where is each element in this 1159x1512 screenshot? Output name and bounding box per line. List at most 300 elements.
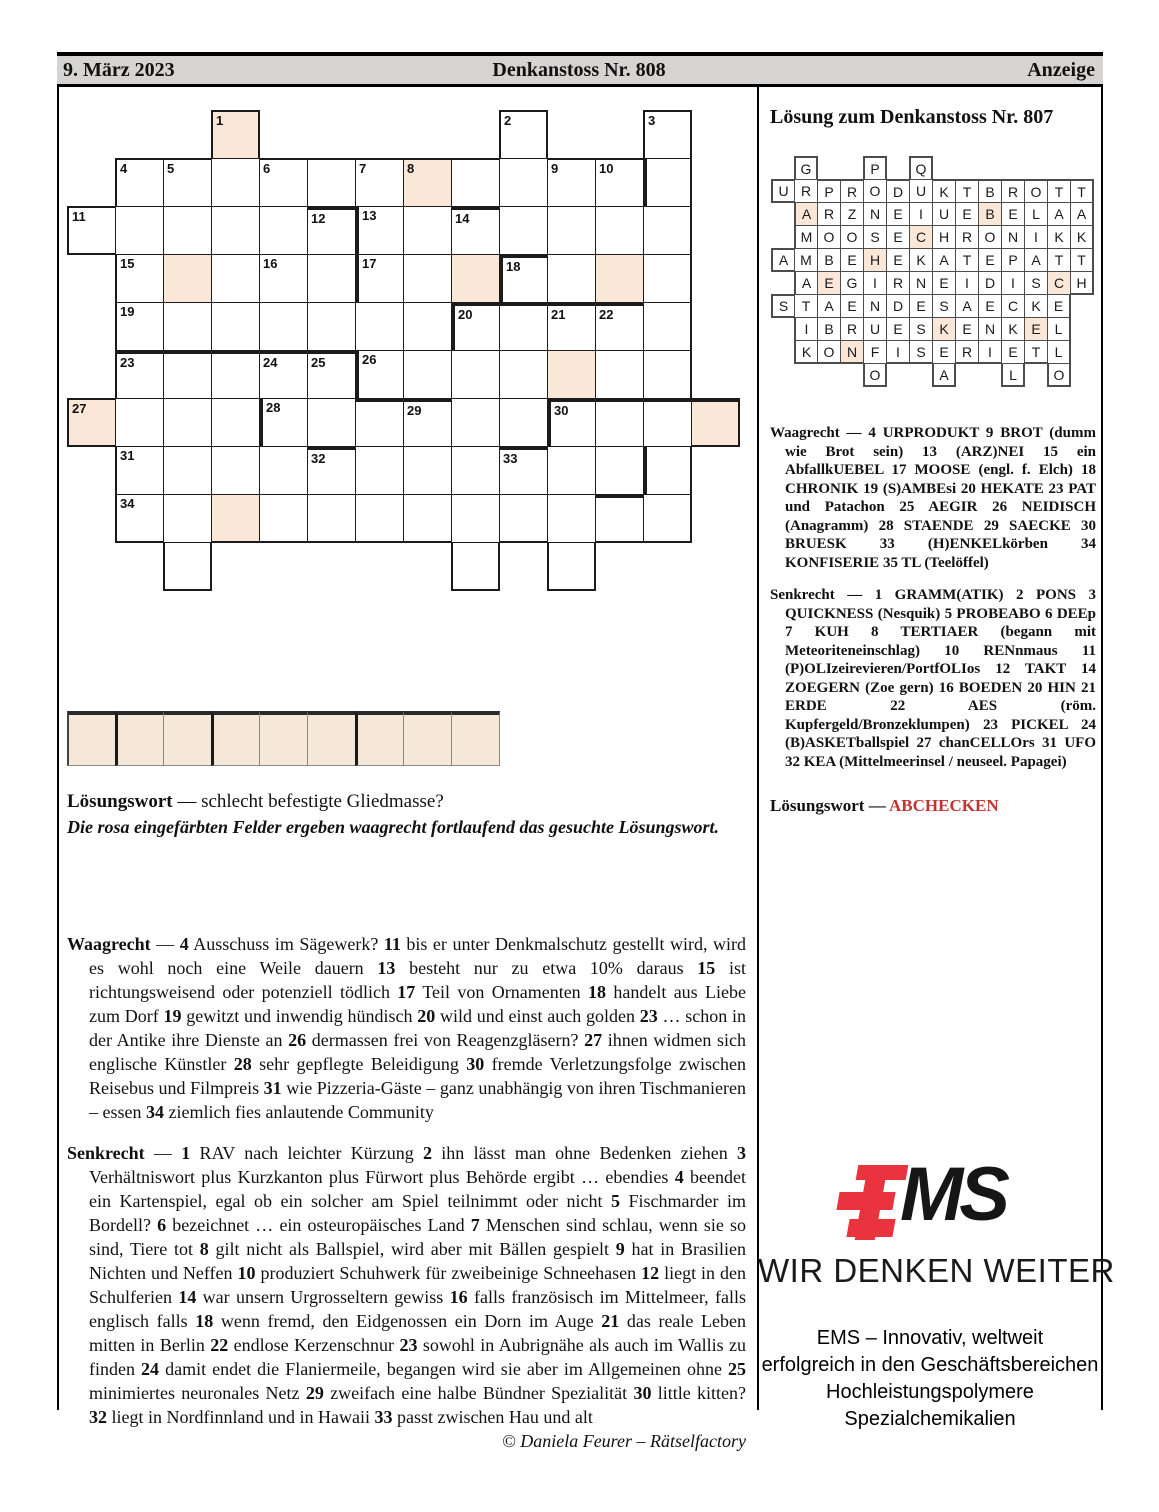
puzzle-cell[interactable] bbox=[211, 110, 260, 159]
puzzle-cell[interactable] bbox=[115, 350, 164, 399]
answer-box[interactable] bbox=[259, 711, 308, 766]
puzzle-cell[interactable] bbox=[403, 254, 452, 303]
text-segment: 28 bbox=[878, 517, 894, 534]
solution-cell: E bbox=[886, 248, 910, 272]
puzzle-cell[interactable] bbox=[355, 446, 404, 495]
puzzle-cell[interactable] bbox=[307, 158, 356, 207]
solution-cell: S bbox=[1024, 271, 1048, 295]
puzzle-cell[interactable] bbox=[643, 446, 692, 495]
answer-boxes-row bbox=[67, 711, 501, 766]
text-segment: beendet ein Kartenspiel, egal ob ein solcher am Spiel teilnimmt oder nicht bbox=[89, 1167, 746, 1211]
text-segment: 28 bbox=[233, 1054, 252, 1074]
puzzle-cell[interactable] bbox=[307, 206, 356, 255]
puzzle-cell[interactable] bbox=[259, 350, 308, 399]
puzzle-cell[interactable] bbox=[547, 302, 596, 351]
text-segment: BOEDEN bbox=[953, 679, 1028, 696]
text-segment: Senkrecht bbox=[67, 1143, 145, 1163]
text-segment: — bbox=[839, 425, 869, 441]
puzzle-cell[interactable] bbox=[499, 158, 548, 207]
puzzle-cell[interactable] bbox=[355, 254, 404, 303]
clue-number: 14 bbox=[455, 211, 470, 226]
puzzle-cell[interactable] bbox=[115, 398, 164, 447]
solution-cell: I bbox=[955, 271, 979, 295]
puzzle-cell[interactable] bbox=[307, 350, 356, 399]
text-segment: 16 bbox=[449, 1287, 468, 1307]
solution-cell: O bbox=[840, 225, 864, 249]
text-segment: © Daniela Feurer – Rätselfactory bbox=[502, 1431, 746, 1451]
puzzle-cell[interactable] bbox=[211, 158, 260, 207]
puzzle-cell[interactable] bbox=[499, 350, 548, 399]
text-segment: 30 bbox=[633, 1383, 652, 1403]
ems-slogan: WIR DENKEN WEITER bbox=[758, 1252, 1115, 1289]
text-segment: (H)ENKELkörben bbox=[894, 536, 1082, 552]
solution-cell: I bbox=[1001, 271, 1025, 295]
ems-ms-text: MS bbox=[900, 1152, 1006, 1237]
text-segment: 20 bbox=[960, 480, 976, 497]
puzzle-cell[interactable] bbox=[163, 542, 212, 591]
puzzle-cell[interactable] bbox=[451, 254, 500, 303]
text-segment: NEIDISCH (Anagramm) bbox=[785, 499, 1096, 534]
solution-cell: G bbox=[840, 271, 864, 295]
solution-word-line bbox=[770, 797, 1096, 816]
answer-box[interactable] bbox=[211, 711, 260, 766]
senkrecht-clues bbox=[67, 1141, 747, 1451]
puzzle-cell[interactable] bbox=[451, 158, 500, 207]
puzzle-cell[interactable] bbox=[547, 206, 596, 255]
solution-cell: E bbox=[932, 271, 956, 295]
text-segment: 26 bbox=[288, 1030, 307, 1050]
text-segment: 15 bbox=[1043, 443, 1058, 460]
solution-cell: E bbox=[1001, 202, 1025, 226]
puzzle-cell[interactable] bbox=[403, 350, 452, 399]
puzzle-grid bbox=[67, 110, 741, 592]
puzzle-cell[interactable] bbox=[547, 494, 596, 543]
puzzle-cell[interactable] bbox=[163, 446, 212, 495]
clue-number: 31 bbox=[120, 448, 135, 463]
puzzle-cell[interactable] bbox=[211, 254, 260, 303]
text-segment: 5 bbox=[944, 605, 953, 622]
clue-number: 28 bbox=[266, 400, 281, 415]
solution-cell: K bbox=[1070, 225, 1094, 249]
text-segment: fremde Verletzungsfolge zwischen Reisebus und Filmpreis bbox=[89, 1054, 746, 1098]
puzzle-cell[interactable] bbox=[259, 206, 308, 255]
text-segment: SAECKE bbox=[998, 517, 1081, 534]
puzzle-cell[interactable] bbox=[451, 302, 500, 351]
answer-box[interactable] bbox=[451, 711, 500, 766]
text-segment: Teil von Ornamenten bbox=[415, 982, 589, 1002]
puzzle-cell[interactable] bbox=[115, 206, 164, 255]
text-segment: 15 bbox=[697, 958, 716, 978]
text-segment: 2 bbox=[1016, 587, 1024, 603]
text-segment: 30 bbox=[1081, 517, 1096, 534]
solution-cell: A bbox=[771, 248, 795, 272]
solution-cell: E bbox=[817, 271, 841, 295]
solution-cell: I bbox=[1024, 225, 1048, 249]
text-segment: 4 bbox=[868, 425, 876, 441]
puzzle-cell[interactable] bbox=[115, 302, 164, 351]
text-segment: HEKATE bbox=[975, 480, 1049, 497]
puzzle-cell[interactable] bbox=[595, 446, 644, 495]
header-bar bbox=[57, 52, 1103, 87]
solution-cell: A bbox=[1047, 202, 1071, 226]
text-segment: dermassen frei von Reagenzgläsern? bbox=[306, 1030, 585, 1050]
text-segment: besteht nur zu etwa 10% daraus bbox=[395, 958, 698, 978]
clues-block bbox=[67, 932, 746, 1453]
clue-number: 13 bbox=[362, 208, 377, 223]
puzzle-cell[interactable] bbox=[643, 494, 692, 543]
puzzle-cell[interactable] bbox=[163, 158, 212, 207]
puzzle-cell[interactable] bbox=[451, 350, 500, 399]
solution-cell: R bbox=[840, 317, 864, 341]
puzzle-cell[interactable] bbox=[211, 350, 260, 399]
puzzle-cell[interactable] bbox=[499, 110, 548, 159]
puzzle-cell[interactable] bbox=[547, 446, 596, 495]
solution-cell: R bbox=[794, 179, 818, 203]
puzzle-cell[interactable] bbox=[643, 206, 692, 255]
solution-cell: R bbox=[886, 271, 910, 295]
puzzle-cell[interactable] bbox=[211, 206, 260, 255]
ems-ad bbox=[758, 1152, 1115, 1430]
text-segment: chanCELLOrs bbox=[931, 735, 1043, 751]
solution-cell: Z bbox=[840, 202, 864, 226]
text-segment: ERDE bbox=[785, 698, 891, 714]
solution-cell: O bbox=[817, 340, 841, 364]
clue-number: 27 bbox=[72, 401, 87, 416]
puzzle-cell[interactable] bbox=[163, 302, 212, 351]
puzzle-cell[interactable] bbox=[259, 398, 308, 447]
puzzle-cell[interactable] bbox=[499, 206, 548, 255]
text-segment: wie Pizzeria-Gäste – ganz unabhängig von ihren Tischmanieren – essen bbox=[89, 1078, 746, 1122]
clue-number: 3 bbox=[648, 113, 656, 128]
solution-cell: K bbox=[909, 248, 933, 272]
puzzle-cell[interactable] bbox=[643, 350, 692, 399]
text-segment: 30 bbox=[466, 1054, 485, 1074]
answer-box[interactable] bbox=[67, 711, 116, 766]
text-segment: 9 bbox=[985, 425, 994, 441]
text-segment: 6 bbox=[1044, 605, 1053, 622]
solution-cell: T bbox=[1024, 340, 1048, 364]
solution-cell: E bbox=[886, 317, 910, 341]
solution-cell: L bbox=[1047, 340, 1071, 364]
puzzle-cell[interactable] bbox=[451, 542, 500, 591]
puzzle-cell[interactable] bbox=[163, 494, 212, 543]
puzzle-hint-line: Die rosa eingefärbten Felder ergeben waagrecht fortlaufend das gesuchte Lösungswort. bbox=[67, 817, 720, 837]
text-segment: RAV nach leichter Kürzung bbox=[190, 1143, 424, 1163]
solution-cell: A bbox=[932, 363, 956, 387]
solution-cell: C bbox=[1047, 271, 1071, 295]
puzzle-cell[interactable] bbox=[547, 350, 596, 399]
text-segment: URPRODUKT bbox=[875, 425, 986, 441]
text-segment: QUICKNESS (Nesquik) bbox=[785, 605, 945, 622]
text-segment: bezeichnet … ein osteuropäisches Land bbox=[166, 1215, 471, 1235]
clue-number: 1 bbox=[216, 113, 224, 128]
solution-cell: B bbox=[978, 202, 1002, 226]
solution-cell: L bbox=[1024, 202, 1048, 226]
puzzle-cell[interactable] bbox=[355, 206, 404, 255]
text-segment: Verhältniswort plus Kurzkanton plus Fürwort plus Behörde ergibt … ebendies bbox=[89, 1167, 675, 1187]
solution-cell: T bbox=[955, 179, 979, 203]
puzzle-cell[interactable] bbox=[499, 398, 548, 447]
ems-text-line: Hochleistungspolymere bbox=[826, 1381, 1034, 1403]
clue-number: 7 bbox=[359, 161, 367, 176]
puzzle-cell[interactable] bbox=[307, 446, 356, 495]
text-segment: 25 bbox=[899, 499, 915, 515]
answer-box[interactable] bbox=[115, 711, 164, 766]
text-segment: TL (Teelöffel) bbox=[897, 554, 989, 571]
puzzle-cell[interactable] bbox=[259, 446, 308, 495]
solution-cell: A bbox=[794, 202, 818, 226]
solution-cell: N bbox=[978, 317, 1002, 341]
clue-number: 9 bbox=[551, 161, 559, 176]
text-segment: ein AbfallkUEBEL bbox=[785, 443, 1096, 478]
puzzle-cell[interactable] bbox=[643, 254, 692, 303]
puzzle-cell[interactable] bbox=[691, 398, 740, 447]
puzzle-cell[interactable] bbox=[355, 494, 404, 543]
puzzle-loesungswort-line bbox=[67, 791, 746, 813]
text-segment: — bbox=[150, 934, 180, 954]
clue-number: 26 bbox=[362, 352, 377, 367]
text-segment: BROT (dumm wie Brot sein) bbox=[785, 425, 1096, 460]
text-segment: RENnmaus bbox=[959, 642, 1082, 659]
answer-box[interactable] bbox=[307, 711, 356, 766]
header-date: 9. März 2023 bbox=[63, 58, 175, 81]
text-segment: — schlecht befestigte Gliedmasse? bbox=[172, 791, 444, 812]
puzzle-cell[interactable] bbox=[643, 158, 692, 207]
solution-cell: N bbox=[863, 202, 887, 226]
solution-cell: P bbox=[1001, 248, 1025, 272]
text-segment: 7 bbox=[785, 624, 793, 640]
puzzle-cell[interactable] bbox=[355, 302, 404, 351]
solution-cell: E bbox=[978, 294, 1002, 318]
puzzle-cell[interactable] bbox=[115, 158, 164, 207]
solution-cell: I bbox=[863, 271, 887, 295]
text-segment: ziemlich fies anlautende Community bbox=[164, 1102, 434, 1122]
puzzle-cell[interactable] bbox=[499, 446, 548, 495]
puzzle-cell[interactable] bbox=[307, 494, 356, 543]
solution-cell: S bbox=[932, 294, 956, 318]
puzzle-cell[interactable] bbox=[595, 302, 644, 351]
text-segment: (P)OLIzeirevieren/PortfOLIos bbox=[785, 661, 996, 677]
solution-waagrecht bbox=[770, 424, 1096, 572]
text-segment: AEGIR bbox=[914, 499, 993, 515]
puzzle-cell[interactable] bbox=[643, 398, 692, 447]
text-segment: sehr gepflegte Beleidigung bbox=[251, 1054, 467, 1074]
solution-cell: T bbox=[1047, 179, 1071, 203]
puzzle-cell[interactable] bbox=[595, 398, 644, 447]
text-segment: 3 bbox=[1088, 587, 1096, 603]
text-segment: 27 bbox=[916, 735, 932, 751]
solution-cell: N bbox=[909, 271, 933, 295]
puzzle-cell[interactable] bbox=[547, 542, 596, 591]
text-segment: 23 bbox=[982, 716, 998, 733]
clue-number: 25 bbox=[311, 355, 326, 370]
puzzle-cell[interactable] bbox=[355, 350, 404, 399]
puzzle-cell[interactable] bbox=[115, 494, 164, 543]
puzzle-cell[interactable] bbox=[211, 494, 260, 543]
puzzle-cell[interactable] bbox=[355, 158, 404, 207]
puzzle-cell[interactable] bbox=[307, 302, 356, 351]
text-segment: 5 bbox=[611, 1191, 620, 1211]
text-segment: falls französisch im Mittelmeer, falls englisch falls bbox=[89, 1287, 747, 1331]
solution-cell: E bbox=[886, 225, 910, 249]
text-segment: 21 bbox=[601, 1311, 620, 1331]
clue-number: 11 bbox=[72, 209, 86, 224]
text-segment: bis er unter Denkmalschutz gestellt wird, wird es wohl noch eine Weile dauern bbox=[89, 934, 746, 978]
text-segment: 19 bbox=[163, 1006, 182, 1026]
puzzle-cell[interactable] bbox=[595, 494, 644, 543]
solution-cell: N bbox=[1001, 225, 1025, 249]
solution-cell: B bbox=[817, 248, 841, 272]
puzzle-cell[interactable] bbox=[499, 254, 548, 303]
text-segment: 33 bbox=[879, 536, 895, 552]
answer-box[interactable] bbox=[403, 711, 452, 766]
page-left-border bbox=[57, 87, 59, 1410]
puzzle-cell[interactable] bbox=[451, 494, 500, 543]
solution-cell: G bbox=[794, 156, 818, 180]
text-segment: Lösungswort bbox=[770, 796, 865, 815]
puzzle-cell[interactable] bbox=[307, 398, 356, 447]
puzzle-cell[interactable] bbox=[163, 254, 212, 303]
solution-cell: D bbox=[978, 271, 1002, 295]
puzzle-cell[interactable] bbox=[259, 302, 308, 351]
clue-number: 24 bbox=[263, 355, 278, 370]
puzzle-cell[interactable] bbox=[163, 350, 212, 399]
puzzle-cell[interactable] bbox=[67, 206, 116, 255]
solution-cell: U bbox=[909, 179, 933, 203]
text-segment: liegt in Nordfinnland und in Hawaii bbox=[107, 1407, 375, 1427]
clue-number: 19 bbox=[120, 304, 135, 319]
text-segment: 22 bbox=[890, 698, 906, 714]
solution-cell: R bbox=[817, 202, 841, 226]
solution-cell: O bbox=[978, 225, 1002, 249]
answer-box[interactable] bbox=[163, 711, 212, 766]
text-segment: 14 bbox=[1081, 661, 1096, 677]
puzzle-cell[interactable] bbox=[259, 158, 308, 207]
puzzle-cell[interactable] bbox=[403, 302, 452, 351]
text-segment: little kitten? bbox=[651, 1383, 746, 1403]
puzzle-cell[interactable] bbox=[451, 398, 500, 447]
puzzle-cell[interactable] bbox=[211, 302, 260, 351]
puzzle-cell[interactable] bbox=[499, 302, 548, 351]
clue-number: 6 bbox=[263, 161, 271, 176]
text-segment: 31 bbox=[1042, 735, 1058, 751]
text-segment: 25 bbox=[728, 1359, 747, 1379]
ems-e-icon bbox=[846, 1219, 895, 1237]
puzzle-cell[interactable] bbox=[451, 206, 500, 255]
solution-cell: A bbox=[1024, 248, 1048, 272]
text-segment: produziert Schuhwerk für zweibeinige Schneehasen bbox=[255, 1263, 642, 1283]
puzzle-cell[interactable] bbox=[547, 254, 596, 303]
puzzle-cell[interactable] bbox=[499, 494, 548, 543]
text-segment: 23 bbox=[399, 1335, 418, 1355]
ems-text-line: erfolgreich in den Geschäftsbereichen bbox=[761, 1354, 1099, 1376]
text-segment: 35 bbox=[882, 554, 898, 571]
text-segment: Waagrecht bbox=[770, 425, 840, 441]
solution-cell: H bbox=[932, 225, 956, 249]
solution-senkrecht bbox=[770, 586, 1096, 771]
text-segment: PROBEABO bbox=[952, 605, 1045, 622]
puzzle-cell[interactable] bbox=[403, 158, 452, 207]
clue-number: 17 bbox=[362, 256, 377, 271]
solution-texts bbox=[770, 424, 1096, 816]
text-segment: — bbox=[144, 1143, 182, 1163]
text-segment: KUH bbox=[792, 624, 872, 640]
solution-cell: Q bbox=[909, 156, 933, 180]
puzzle-cell[interactable] bbox=[451, 446, 500, 495]
puzzle-cell[interactable] bbox=[259, 254, 308, 303]
puzzle-cell[interactable] bbox=[595, 206, 644, 255]
puzzle-cell[interactable] bbox=[163, 398, 212, 447]
text-segment: STAENDE bbox=[893, 517, 984, 534]
puzzle-cell[interactable] bbox=[163, 206, 212, 255]
solution-cell: E bbox=[1001, 340, 1025, 364]
puzzle-cell[interactable] bbox=[547, 158, 596, 207]
solution-cell: E bbox=[886, 202, 910, 226]
text-segment: 29 bbox=[305, 1383, 324, 1403]
puzzle-cell[interactable] bbox=[643, 302, 692, 351]
puzzle-cell[interactable] bbox=[307, 254, 356, 303]
text-segment: 17 bbox=[397, 982, 416, 1002]
solution-cell: K bbox=[932, 179, 956, 203]
text-segment: 22 bbox=[210, 1335, 229, 1355]
solution-cell: I bbox=[909, 202, 933, 226]
ems-e-icon bbox=[836, 1192, 895, 1210]
solution-cell: U bbox=[771, 179, 795, 203]
clue-number: 12 bbox=[311, 211, 326, 226]
puzzle-cell[interactable] bbox=[115, 446, 164, 495]
text-segment: 4 bbox=[674, 1167, 684, 1187]
puzzle-cell[interactable] bbox=[595, 254, 644, 303]
puzzle-cell[interactable] bbox=[403, 398, 452, 447]
solution-cell: M bbox=[794, 248, 818, 272]
puzzle-cell[interactable] bbox=[403, 494, 452, 543]
text-segment: 20 bbox=[417, 1006, 436, 1026]
puzzle-cell[interactable] bbox=[595, 158, 644, 207]
solution-cell: L bbox=[1001, 363, 1025, 387]
solution-cell: S bbox=[909, 340, 933, 364]
puzzle-cell[interactable] bbox=[211, 398, 260, 447]
text-segment: KEA (Mittelmeerinsel / neuseel. Papagei) bbox=[800, 753, 1067, 770]
text-segment: gilt nicht als Ballspiel, wird aber mit Bällen gespielt bbox=[208, 1239, 616, 1259]
solution-cell: E bbox=[840, 294, 864, 318]
puzzle-cell[interactable] bbox=[403, 206, 452, 255]
puzzle-cell[interactable] bbox=[595, 350, 644, 399]
puzzle-cell[interactable] bbox=[115, 254, 164, 303]
text-segment: HIN bbox=[1042, 679, 1081, 696]
solution-cell: T bbox=[1070, 179, 1094, 203]
puzzle-cell[interactable] bbox=[259, 494, 308, 543]
text-segment: (S)AMBEsi bbox=[878, 480, 961, 497]
text-segment: 11 bbox=[383, 934, 401, 954]
text-segment: 10 bbox=[944, 642, 960, 659]
puzzle-cell[interactable] bbox=[355, 398, 404, 447]
solution-cell: L bbox=[1047, 317, 1071, 341]
puzzle-cell[interactable] bbox=[547, 398, 596, 447]
puzzle-cell[interactable] bbox=[403, 446, 452, 495]
solution-cell: O bbox=[1024, 179, 1048, 203]
puzzle-cell[interactable] bbox=[211, 446, 260, 495]
text-segment: PICKEL bbox=[997, 716, 1082, 733]
text-segment: 20 bbox=[1027, 679, 1043, 696]
solution-cell: D bbox=[886, 294, 910, 318]
text-segment: TERTIAER (begann mit Meteoriteneinschlag) bbox=[785, 624, 1096, 659]
puzzle-cell[interactable] bbox=[643, 110, 692, 159]
puzzle-cell[interactable] bbox=[67, 398, 116, 447]
text-segment: PAT und Patachon bbox=[785, 480, 1096, 515]
text-segment: (ARZ)NEI bbox=[937, 443, 1043, 460]
solution-cell: E bbox=[1024, 317, 1048, 341]
answer-box[interactable] bbox=[355, 711, 404, 766]
